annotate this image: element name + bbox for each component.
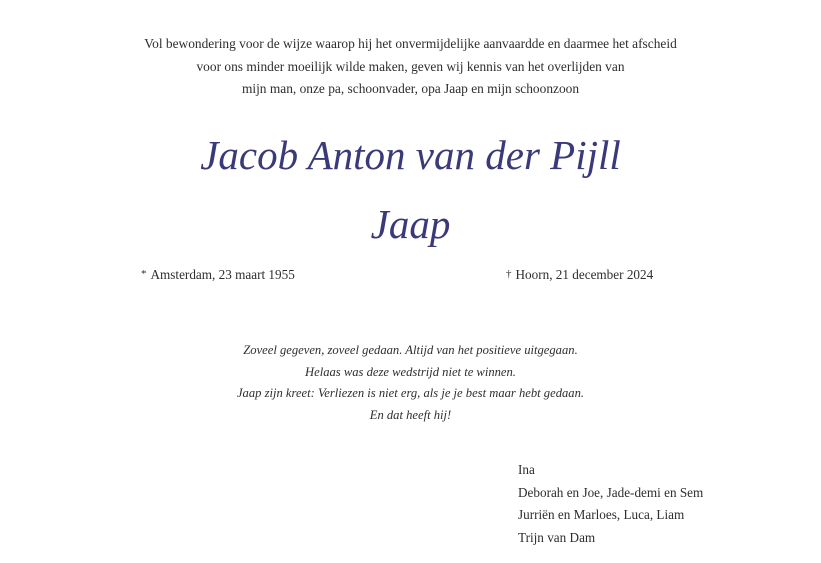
- intro-line: mijn man, onze pa, schoonvader, opa Jaap en mijn schoonzoon: [241, 81, 580, 96]
- birth-symbol-icon: *: [141, 268, 147, 280]
- family-signatories: [518, 459, 703, 549]
- death-place-date: Hoorn, 21 december 2024: [515, 267, 654, 282]
- intro-paragraph: [60, 33, 761, 101]
- birth-place-date: Amsterdam, 23 maart 1955: [150, 267, 295, 282]
- family-line: Jurriën en Marloes, Luca, Liam: [518, 507, 685, 522]
- intro-line: voor ons minder moeilijk wilde maken, geven wij kennis van het overlijden van: [196, 58, 625, 74]
- deceased-full-name: Jacob Anton van der Pijll: [200, 132, 621, 178]
- family-line: Deborah en Joe, Jade-demi en Sem: [518, 484, 704, 500]
- poem-line: Helaas was deze wedstrijd niet te winnen.: [305, 364, 516, 379]
- family-line: Trijn van Dam: [518, 529, 596, 545]
- family-line: Ina: [518, 462, 535, 477]
- deceased-nickname: Jaap: [370, 201, 451, 247]
- birth-info: [141, 265, 295, 284]
- poem-line: En dat heeft hij!: [369, 407, 452, 422]
- death-info: [506, 265, 653, 284]
- poem-line: Zoveel gegeven, zoveel gedaan. Altijd van het positieve uitgegaan.: [243, 343, 578, 357]
- poem: [120, 340, 701, 426]
- intro-line: Vol bewondering voor de wijze waarop hij het onvermijdelijke aanvaardde en daarmee het afscheid: [144, 36, 677, 51]
- poem-line: Jaap zijn kreet: Verliezen is niet erg, als je je best maar hebt gedaan.: [236, 386, 585, 400]
- cross-icon: †: [506, 268, 512, 280]
